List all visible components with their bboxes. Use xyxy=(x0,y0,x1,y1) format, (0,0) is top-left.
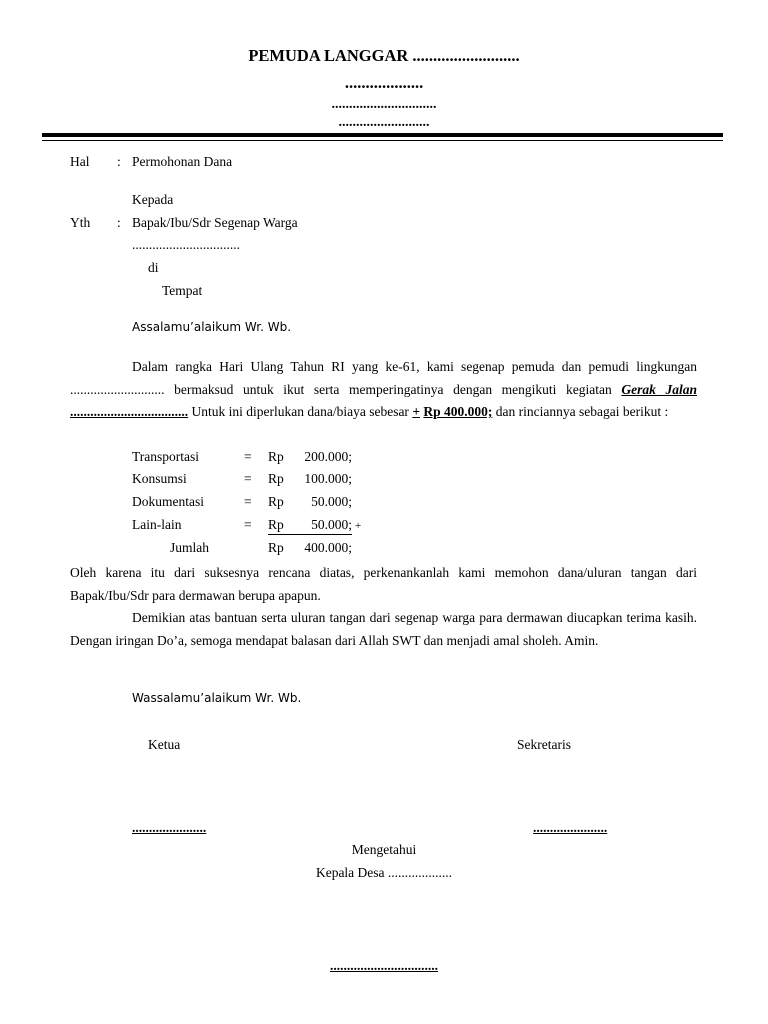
budget-total-currency: Rp xyxy=(268,540,284,555)
budget-total-label: Jumlah xyxy=(170,540,209,555)
body-paragraph-2 xyxy=(70,562,697,607)
kepala-desa-label: Kepala Desa ................... xyxy=(315,865,453,880)
event-dots: ................................... xyxy=(70,404,189,420)
letterhead-line-4: .......................... xyxy=(338,115,430,130)
budget-item-currency: Rp xyxy=(268,471,284,486)
plus-minus: + xyxy=(412,404,421,420)
event-title: Gerak Jalan xyxy=(621,381,697,397)
total-amount: Rp 400.000; xyxy=(423,404,493,420)
farewell: Wassalamu’alaikum Wr. Wb. xyxy=(132,691,302,705)
budget-item-eq: = xyxy=(244,471,252,486)
letterhead-line-2: ................... xyxy=(344,73,424,92)
letterhead-title: PEMUDA LANGGAR .......................... xyxy=(248,46,520,65)
budget-item-name: Konsumsi xyxy=(132,471,187,486)
budget-item-eq: = xyxy=(244,517,252,532)
letterhead-line-3: .............................. xyxy=(331,97,437,112)
body-text-a: Dalam rangka Hari Ulang Tahun RI yang ke-61, kami segenap pemuda dan pemudi lingkungan ............................ bermaksud untuk ikut serta memperingatinya dengan mengikuti kegiatan xyxy=(70,359,697,397)
budget-item-amount: 50.000; xyxy=(311,517,352,532)
tempat-label: Tempat xyxy=(162,283,203,298)
kepala-desa-signature-line: ................................ xyxy=(330,958,438,973)
hal-label: Hal xyxy=(70,154,90,169)
yth-label: Yth xyxy=(70,215,91,230)
greeting: Assalamu’alaikum Wr. Wb. xyxy=(132,320,292,334)
budget-item-currency: Rp xyxy=(268,517,284,532)
hal-colon: : xyxy=(117,154,121,169)
budget-total-amount: 400.000; xyxy=(304,540,352,555)
ketua-signature-line: ...................... xyxy=(132,820,207,835)
budget-item-amount: 100.000; xyxy=(304,471,352,486)
yth-value: Bapak/Ibu/Sdr Segenap Warga xyxy=(132,215,298,230)
mengetahui-label: Mengetahui xyxy=(351,842,417,857)
closing-request: Oleh karena itu dari suksesnya rencana diatas, perkenankanlah kami memohon dana/uluran tangan dari Bapak/Ibu/Sdr para dermawan berupa apapun. xyxy=(70,565,697,603)
budget-item-currency: Rp xyxy=(268,494,284,509)
closing-thanks: Demikian atas bantuan serta uluran tangan dari segenap warga para dermawan diucapkan terima kasih. Dengan iringan Do’a, semoga mendapat balasan dari Allah SWT dan menjadi amal sholeh. Amin. xyxy=(70,610,697,648)
body-text-c: dan rinciannya sebagai berikut : xyxy=(492,404,669,420)
budget-item-name: Dokumentasi xyxy=(132,494,204,509)
budget-plus-sign: + xyxy=(355,520,362,532)
budget-item-eq: = xyxy=(244,449,252,464)
body-text-b: Untuk ini diperlukan dana/biaya sebesar xyxy=(188,404,413,420)
address-dots: ................................ xyxy=(132,237,240,252)
budget-item-eq: = xyxy=(244,494,252,509)
budget-item-amount: 200.000; xyxy=(304,449,352,464)
budget-item-currency: Rp xyxy=(268,449,284,464)
header-rule-thin xyxy=(42,140,723,141)
di-label: di xyxy=(148,260,159,275)
header-rule-thick xyxy=(42,133,723,137)
body-paragraph-1 xyxy=(70,356,697,424)
body-paragraph-3 xyxy=(70,607,697,652)
sekretaris-signature-line: ...................... xyxy=(533,820,608,835)
ketua-label: Ketua xyxy=(148,737,181,752)
yth-colon: : xyxy=(117,215,121,230)
hal-value: Permohonan Dana xyxy=(132,154,233,169)
kepada-label: Kepada xyxy=(132,192,174,207)
sekretaris-label: Sekretaris xyxy=(517,737,571,752)
budget-item-name: Lain-lain xyxy=(132,517,182,532)
budget-item-amount: 50.000; xyxy=(311,494,352,509)
budget-item-name: Transportasi xyxy=(132,449,200,464)
